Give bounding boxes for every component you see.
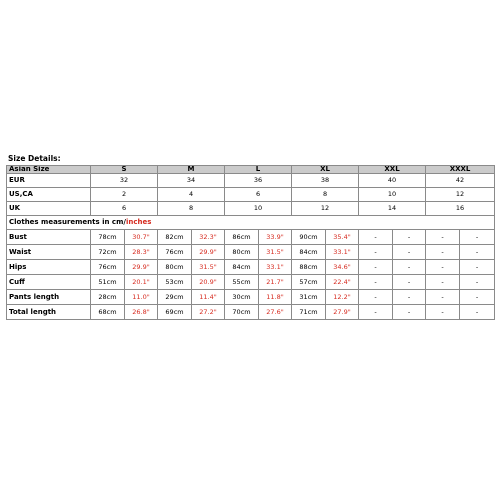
size-value: 16 [426, 202, 495, 216]
empty-value: - [393, 305, 426, 320]
empty-value: - [393, 260, 426, 275]
size-value: 8 [292, 188, 359, 202]
cm-value: 76cm [91, 260, 125, 275]
measurements-heading-row [7, 216, 495, 230]
size-value: 8 [158, 202, 225, 216]
empty-value: - [426, 290, 460, 305]
size-row [7, 174, 495, 188]
size-value: 38 [292, 174, 359, 188]
page-title: Size Details: [8, 154, 61, 163]
empty-value: - [460, 275, 495, 290]
cm-value: 86cm [225, 230, 259, 245]
inch-value: 20.1" [125, 275, 158, 290]
row-label: Pants length [7, 290, 91, 305]
measurements-heading [7, 216, 495, 230]
empty-value: - [460, 245, 495, 260]
size-row [7, 188, 495, 202]
cm-value: 53cm [158, 275, 192, 290]
header-label: Asian Size [7, 166, 91, 174]
row-label: Cuff [7, 275, 91, 290]
inch-value: 28.3" [125, 245, 158, 260]
inch-value: 30.7" [125, 230, 158, 245]
empty-value: - [426, 305, 460, 320]
row-label: Bust [7, 230, 91, 245]
cm-value: 90cm [292, 230, 326, 245]
size-header-row [7, 166, 495, 174]
size-value: 12 [292, 202, 359, 216]
inch-value: 26.8" [125, 305, 158, 320]
cm-value: 88cm [292, 260, 326, 275]
empty-value: - [359, 260, 393, 275]
empty-value: - [359, 275, 393, 290]
cm-value: 72cm [91, 245, 125, 260]
empty-value: - [460, 290, 495, 305]
empty-value: - [426, 275, 460, 290]
size-value: 34 [158, 174, 225, 188]
inch-value: 12.2" [326, 290, 359, 305]
cm-value: 55cm [225, 275, 259, 290]
empty-value: - [359, 230, 393, 245]
measurements-heading-unit: inches [125, 218, 152, 226]
cm-value: 51cm [91, 275, 125, 290]
size-header-5: XXXL [426, 166, 495, 174]
empty-value: - [393, 290, 426, 305]
measurements-heading-text: Clothes measurements in cm/ [9, 218, 126, 226]
inch-value: 27.6" [259, 305, 292, 320]
size-value: 10 [359, 188, 426, 202]
inch-value: 11.0" [125, 290, 158, 305]
size-value: 12 [426, 188, 495, 202]
empty-value: - [426, 245, 460, 260]
cm-value: 80cm [225, 245, 259, 260]
row-label: Waist [7, 245, 91, 260]
size-value: 36 [225, 174, 292, 188]
size-value: 2 [91, 188, 158, 202]
cm-value: 76cm [158, 245, 192, 260]
cm-value: 30cm [225, 290, 259, 305]
size-header-0: S [91, 166, 158, 174]
empty-value: - [460, 230, 495, 245]
inch-value: 29.9" [125, 260, 158, 275]
cm-value: 31cm [292, 290, 326, 305]
cm-value: 71cm [292, 305, 326, 320]
empty-value: - [460, 260, 495, 275]
cm-value: 84cm [225, 260, 259, 275]
inch-value: 11.4" [192, 290, 225, 305]
size-header-2: L [225, 166, 292, 174]
measurement-row [7, 245, 495, 260]
cm-value: 84cm [292, 245, 326, 260]
size-row [7, 202, 495, 216]
row-label: UK [7, 202, 91, 216]
inch-value: 31.5" [259, 245, 292, 260]
cm-value: 69cm [158, 305, 192, 320]
measurement-row [7, 305, 495, 320]
inch-value: 33.9" [259, 230, 292, 245]
size-header-4: XXL [359, 166, 426, 174]
size-value: 10 [225, 202, 292, 216]
inch-value: 20.9" [192, 275, 225, 290]
cm-value: 68cm [91, 305, 125, 320]
cm-value: 28cm [91, 290, 125, 305]
cm-value: 70cm [225, 305, 259, 320]
empty-value: - [460, 305, 495, 320]
measurement-row [7, 230, 495, 245]
row-label: US,CA [7, 188, 91, 202]
inch-value: 21.7" [259, 275, 292, 290]
inch-value: 35.4" [326, 230, 359, 245]
measurement-row [7, 260, 495, 275]
inch-value: 27.2" [192, 305, 225, 320]
row-label: Total length [7, 305, 91, 320]
size-value: 6 [91, 202, 158, 216]
cm-value: 29cm [158, 290, 192, 305]
empty-value: - [426, 260, 460, 275]
size-value: 42 [426, 174, 495, 188]
size-header-1: M [158, 166, 225, 174]
cm-value: 57cm [292, 275, 326, 290]
size-table [6, 165, 495, 320]
inch-value: 33.1" [259, 260, 292, 275]
empty-value: - [393, 275, 426, 290]
empty-value: - [359, 290, 393, 305]
inch-value: 33.1" [326, 245, 359, 260]
inch-value: 22.4" [326, 275, 359, 290]
empty-value: - [359, 305, 393, 320]
inch-value: 31.5" [192, 260, 225, 275]
inch-value: 27.9" [326, 305, 359, 320]
inch-value: 11.8" [259, 290, 292, 305]
measurement-row [7, 275, 495, 290]
empty-value: - [393, 245, 426, 260]
size-header-3: XL [292, 166, 359, 174]
cm-value: 82cm [158, 230, 192, 245]
empty-value: - [359, 245, 393, 260]
empty-value: - [426, 230, 460, 245]
inch-value: 34.6" [326, 260, 359, 275]
row-label: Hips [7, 260, 91, 275]
measurement-row [7, 290, 495, 305]
inch-value: 29.9" [192, 245, 225, 260]
cm-value: 80cm [158, 260, 192, 275]
size-value: 4 [158, 188, 225, 202]
size-chart [6, 165, 494, 320]
inch-value: 32.3" [192, 230, 225, 245]
size-value: 6 [225, 188, 292, 202]
cm-value: 78cm [91, 230, 125, 245]
empty-value: - [393, 230, 426, 245]
size-value: 14 [359, 202, 426, 216]
size-value: 32 [91, 174, 158, 188]
row-label: EUR [7, 174, 91, 188]
size-value: 40 [359, 174, 426, 188]
